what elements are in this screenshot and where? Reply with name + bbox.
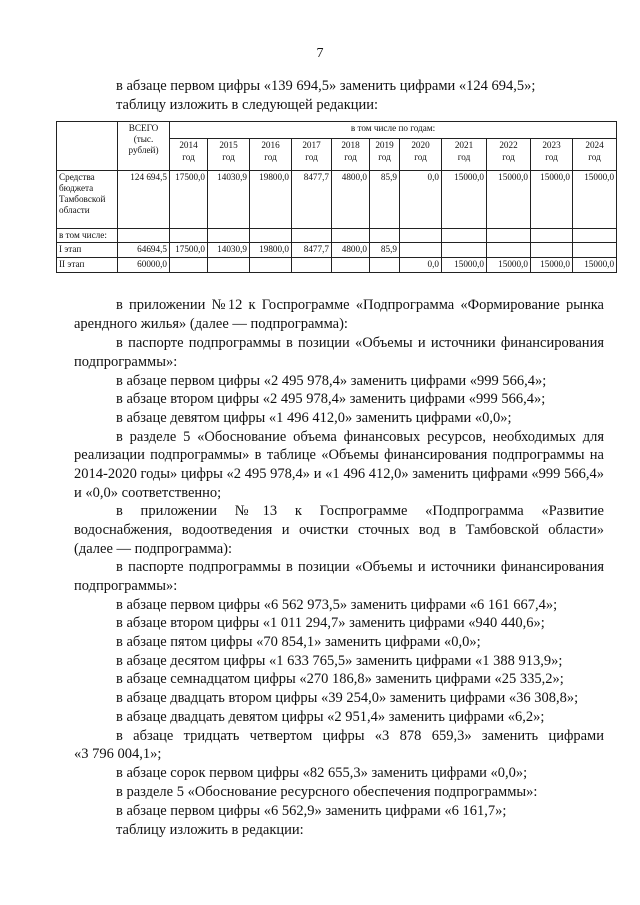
year-suffix: год: [182, 152, 195, 162]
row-value: 85,9: [370, 171, 400, 229]
row-label: Средства бюджета Тамбовской области: [57, 171, 118, 229]
year-suffix: год: [305, 152, 318, 162]
body-line: и «0,0» соответственно;: [74, 485, 222, 501]
year-label: 2018: [341, 140, 360, 150]
body-line: подпрограммы»:: [74, 578, 178, 594]
row-value: [208, 229, 250, 243]
body-line: в паспорте подпрограммы в позиции «Объемы и источники финансирования: [116, 559, 604, 575]
year-suffix: год: [222, 152, 235, 162]
header-year: [531, 139, 573, 171]
row-value: [573, 229, 617, 243]
header-total-line: рублей): [128, 145, 159, 155]
row-value: [250, 258, 292, 273]
intro-line: в абзаце первом цифры «139 694,5» заменить цифрами «124 694,5»;: [116, 78, 536, 94]
table-row: [57, 243, 617, 258]
row-value: 4800,0: [332, 171, 370, 229]
row-value: [332, 229, 370, 243]
year-label: 2022: [499, 140, 518, 150]
year-label: 2015: [219, 140, 238, 150]
body-line: «3 796 004,1»;: [74, 746, 162, 762]
header-year: [573, 139, 617, 171]
body-line: в абзаце двадцать девятом цифры «2 951,4» заменить цифрами «6,2»;: [116, 709, 545, 725]
body-line: в приложении №13 к Госпрограмме «Подпрограмма «Развитие: [116, 503, 604, 519]
body-line: в разделе 5 «Обоснование ресурсного обеспечения подпрограммы»:: [116, 784, 538, 800]
row-value: 15000,0: [487, 258, 531, 273]
year-suffix: год: [502, 152, 515, 162]
row-value: 15000,0: [531, 258, 573, 273]
row-value: [332, 258, 370, 273]
row-value: 4800,0: [332, 243, 370, 258]
body-line: реализации подпрограммы» в таблице «Объемы финансирования подпрограммы на: [74, 447, 604, 463]
year-label: 2017: [302, 140, 321, 150]
row-value: [170, 258, 208, 273]
row-value: [370, 258, 400, 273]
body-line: арендного жилья» (далее — подпрограмма):: [74, 316, 348, 332]
body-line: в абзаце пятом цифры «70 854,1» заменить цифрами «0,0»;: [116, 634, 481, 650]
row-value: 8477,7: [292, 243, 332, 258]
row-value: 8477,7: [292, 171, 332, 229]
body-line: в абзаце тридцать четвертом цифры «3 878 659,3» заменить цифрами: [116, 728, 604, 744]
header-year: [250, 139, 292, 171]
year-suffix: год: [378, 152, 391, 162]
year-label: 2014: [179, 140, 198, 150]
header-year: [170, 139, 208, 171]
row-total: 64694,5: [118, 243, 170, 258]
year-label: 2021: [454, 140, 474, 150]
row-value: [442, 229, 487, 243]
row-value: [442, 243, 487, 258]
row-value: 19800,0: [250, 171, 292, 229]
row-value: 15000,0: [573, 171, 617, 229]
body-line: 2014-2020 годы» цифры «2 495 978,4» и «1 496 412,0» заменить цифрами «999 566,4»: [74, 466, 604, 482]
row-value: 85,9: [370, 243, 400, 258]
row-value: [400, 229, 442, 243]
header-year: [487, 139, 531, 171]
header-year: [292, 139, 332, 171]
year-suffix: год: [545, 152, 558, 162]
row-value: [170, 229, 208, 243]
row-value: [573, 243, 617, 258]
row-value: 15000,0: [442, 171, 487, 229]
header-year: [332, 139, 370, 171]
row-value: [400, 243, 442, 258]
header-year: [442, 139, 487, 171]
row-value: 19800,0: [250, 243, 292, 258]
row-total: 60000,0: [118, 258, 170, 273]
body-line: в абзаце первом цифры «6 562,9» заменить цифрами «6 161,7»;: [116, 803, 507, 819]
year-suffix: год: [457, 152, 471, 162]
row-total: [118, 229, 170, 243]
body-line: в паспорте подпрограммы в позиции «Объемы и источники финансирования: [116, 335, 604, 351]
header-years-span: в том числе по годам:: [170, 122, 617, 139]
year-suffix: год: [264, 152, 277, 162]
row-value: [531, 229, 573, 243]
body-line: в абзаце десятом цифры «1 633 765,5» заменить цифрами «1 388 913,9»;: [116, 653, 563, 669]
table-row: [57, 258, 617, 273]
body-line: в абзаце первом цифры «2 495 978,4» заменить цифрами «999 566,4»;: [116, 373, 547, 389]
body-line: в абзаце сорок первом цифры «82 655,3» заменить цифрами «0,0»;: [116, 765, 528, 781]
table-row: [57, 171, 617, 229]
header-year: [370, 139, 400, 171]
year-label: 2024: [585, 140, 604, 150]
header-year: [208, 139, 250, 171]
row-value: 0,0: [400, 171, 442, 229]
body-line: подпрограммы»:: [74, 354, 178, 370]
body-line: в приложении №12 к Госпрограмме «Подпрограмма «Формирование рынка: [116, 297, 604, 313]
page-number: 7: [316, 46, 324, 61]
financing-table: [56, 121, 617, 273]
year-suffix: год: [414, 152, 427, 162]
row-value: [487, 229, 531, 243]
row-value: [292, 229, 332, 243]
row-value: 15000,0: [531, 171, 573, 229]
intro-line: таблицу изложить в следующей редакции:: [116, 97, 379, 113]
header-empty: [57, 122, 118, 171]
body-line: в абзаце девятом цифры «1 496 412,0» заменить цифрами «0,0»;: [116, 410, 512, 426]
row-value: 15000,0: [442, 258, 487, 273]
year-suffix: год: [344, 152, 357, 162]
year-label: 2023: [542, 140, 561, 150]
row-value: 17500,0: [170, 243, 208, 258]
row-label: I этап: [57, 243, 118, 258]
row-value: [250, 229, 292, 243]
row-value: [531, 243, 573, 258]
row-value: [370, 229, 400, 243]
body-line: в абзаце втором цифры «2 495 978,4» заменить цифрами «999 566,4»;: [116, 391, 546, 407]
row-value: [208, 258, 250, 273]
row-value: [487, 243, 531, 258]
body-line: таблицу изложить в редакции:: [116, 822, 304, 838]
body-line: в абзаце втором цифры «1 011 294,7» заменить цифрами «940 440,6»;: [116, 615, 545, 631]
row-label: в том числе:: [57, 229, 118, 243]
body-line: в абзаце первом цифры «6 562 973,5» заменить цифрами «6 161 667,4»;: [116, 597, 558, 613]
row-value: 14030,9: [208, 171, 250, 229]
year-label: 2016: [261, 140, 280, 150]
year-label: 2019: [375, 140, 394, 150]
header-total: [118, 122, 170, 171]
body-line: в абзаце двадцать втором цифры «39 254,0» заменить цифрами «36 308,8»;: [116, 690, 579, 706]
body-line: (далее — подпрограмма):: [74, 541, 233, 557]
body-line: в абзаце семнадцатом цифры «270 186,8» заменить цифрами «25 335,2»;: [116, 671, 564, 687]
body-line: в разделе 5 «Обоснование объема финансовых ресурсов, необходимых для: [116, 429, 604, 445]
row-value: 14030,9: [208, 243, 250, 258]
table-row: [57, 229, 617, 243]
row-value: 0,0: [400, 258, 442, 273]
header-year: [400, 139, 442, 171]
row-value: 15000,0: [487, 171, 531, 229]
year-suffix: год: [588, 152, 601, 162]
header-total-line: (тыс.: [133, 134, 154, 144]
row-total: 124 694,5: [118, 171, 170, 229]
row-value: 15000,0: [573, 258, 617, 273]
year-label: 2020: [411, 140, 430, 150]
row-label: II этап: [57, 258, 118, 273]
row-value: 17500,0: [170, 171, 208, 229]
body-line: водоснабжения, водоотведения и очистки сточных вод в Тамбовской области»: [74, 522, 604, 538]
row-value: [292, 258, 332, 273]
header-total-line: ВСЕГО: [128, 123, 159, 133]
